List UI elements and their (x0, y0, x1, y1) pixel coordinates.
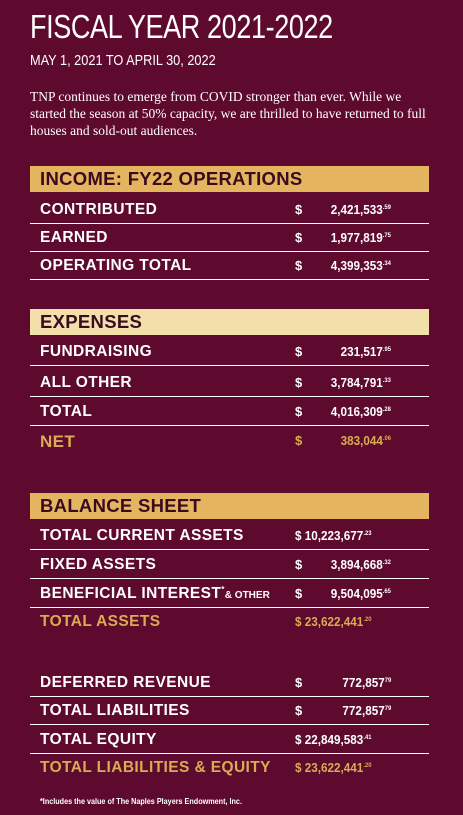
expense-row-net (30, 428, 429, 455)
currency-symbol: $ (295, 675, 303, 690)
balance-row-total-liabilities-equity (30, 755, 429, 782)
row-amount: $1,977,819^{.75}$ (330, 230, 391, 245)
row-label: EARNED (40, 229, 108, 246)
currency-symbol: $ (295, 404, 303, 419)
currency-symbol: $ (295, 586, 303, 601)
row-label: TOTAL (40, 403, 93, 420)
row-amount: $ $23,622,441^{.20}$ (295, 614, 372, 629)
currency-symbol: $ (295, 703, 303, 718)
balance-row-total-assets (30, 609, 429, 636)
expenses-header: EXPENSES (30, 309, 429, 335)
currency-symbol: $ (295, 375, 303, 390)
row-label: TOTAL LIABILITIES & EQUITY (40, 759, 271, 776)
currency-symbol: $ (295, 433, 303, 448)
row-amount: $4,399,353^{.34}$ (330, 258, 391, 273)
income-row-earned (30, 225, 429, 252)
footnote: *Includes the value of The Naples Players Endowment, Inc. (40, 796, 242, 806)
row-amount: $ $22,849,583^{.41}$ (295, 732, 372, 747)
row-label: TOTAL CURRENT ASSETS (40, 527, 244, 544)
currency-symbol: $ (295, 344, 303, 359)
balance-row-current-assets (30, 523, 429, 550)
row-amount: $3,784,791^{.33}$ (330, 375, 391, 390)
currency-symbol: $ (295, 557, 303, 572)
expense-row-fundraising (30, 339, 429, 366)
currency-symbol: $ (295, 202, 303, 217)
page-title: FISCAL YEAR 2021-2022 (30, 8, 333, 45)
currency-symbol: $ (295, 258, 303, 273)
row-amount: $383,044^{.06}$ (340, 433, 391, 448)
balance-row-beneficial-interest (30, 581, 429, 608)
row-amount: $9,504,095^{.65}$ (330, 586, 391, 601)
balance-row-fixed-assets (30, 552, 429, 579)
fiscal-dates: MAY 1, 2021 TO APRIL 30, 2022 (30, 52, 216, 69)
row-label: ALL OTHER (40, 374, 133, 391)
balance-row-deferred-revenue (30, 670, 429, 697)
row-label: OPERATING TOTAL (40, 257, 192, 274)
row-label: TOTAL LIABILITIES (40, 702, 190, 719)
expense-row-all-other (30, 370, 429, 397)
intro-paragraph: TNP continues to emerge from COVID stronger than ever. While we started the season at 50% capacity, we are thrilled to have returned to full houses and sold-out audiences. (30, 89, 426, 138)
row-label: FIXED ASSETS (40, 556, 157, 573)
row-label: TOTAL EQUITY (40, 731, 157, 748)
income-row-operating-total (30, 253, 429, 280)
row-amount: $4,016,309^{.28}$ (330, 404, 391, 419)
row-amount: $ $10,223,677^{.23}$ (295, 528, 372, 543)
income-row-contributed (30, 197, 429, 224)
row-amount: $231,517^{.95}$ (340, 344, 391, 359)
row-amount: 772,857$^{79}$ (342, 675, 391, 690)
balance-sheet-header: BALANCE SHEET (30, 493, 429, 519)
income-header: INCOME: FY22 OPERATIONS (30, 166, 429, 192)
balance-row-total-liabilities (30, 698, 429, 725)
row-amount: 772,857$^{79}$ (342, 703, 391, 718)
row-amount: $3,894,668^{.32}$ (330, 557, 391, 572)
expense-row-total (30, 399, 429, 426)
row-label: DEFERRED REVENUE (40, 674, 211, 691)
currency-symbol: $ (295, 230, 303, 245)
row-label: CONTRIBUTED (40, 201, 158, 218)
row-label: NET (40, 432, 76, 451)
balance-row-total-equity (30, 727, 429, 754)
row-label: FUNDRAISING (40, 343, 153, 360)
row-label: TOTAL ASSETS (40, 613, 161, 630)
row-amount: $ $23,622,441^{.20}$ (295, 760, 372, 775)
row-label: BENEFICIAL INTEREST*& OTHER (40, 585, 270, 603)
row-amount: $2,421,533^{.59}$ (330, 202, 391, 217)
